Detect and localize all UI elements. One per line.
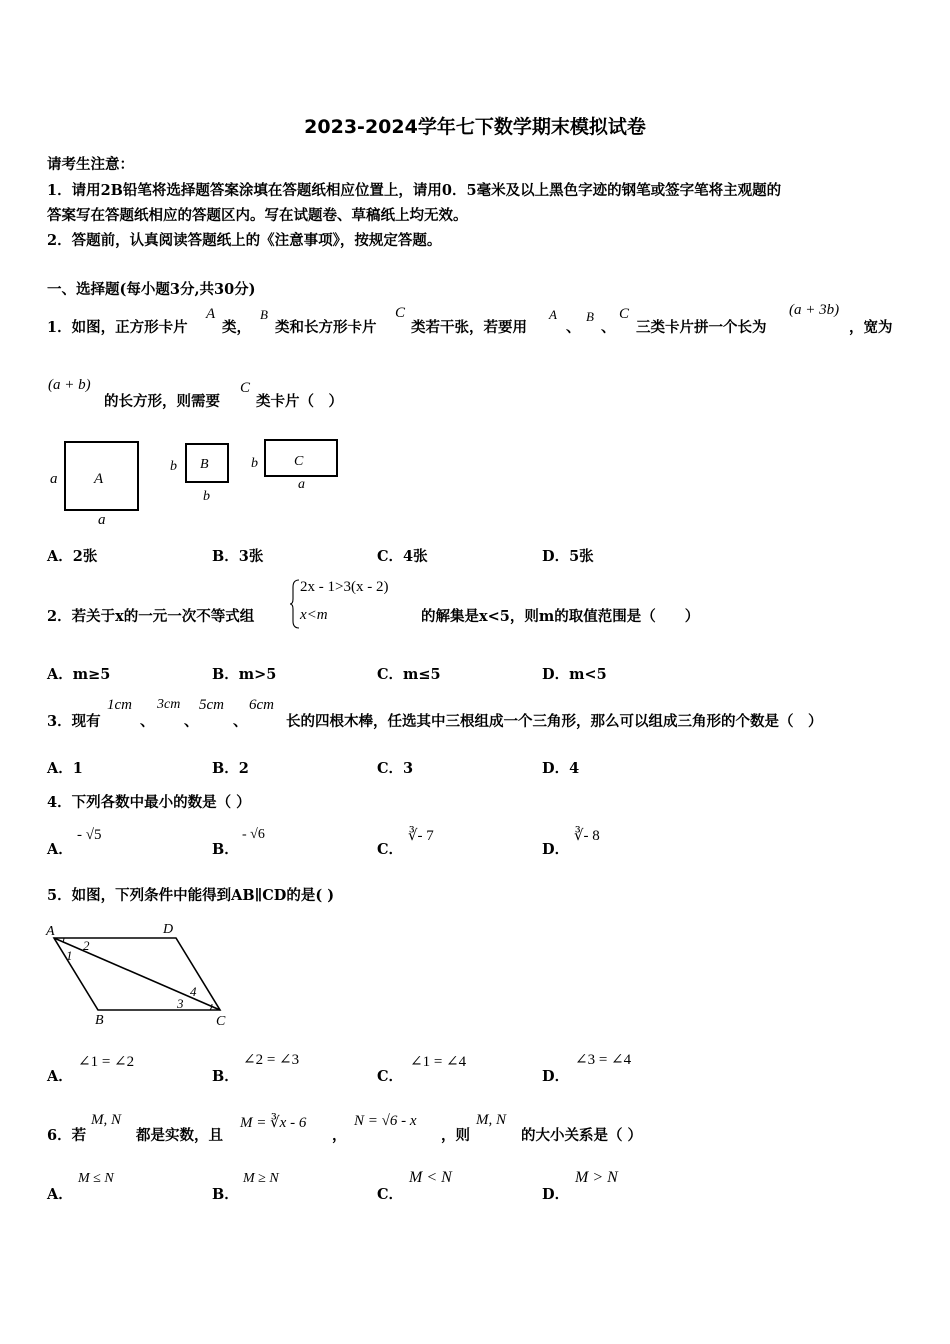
q3-sep-1: 、	[140, 713, 155, 730]
q6-option-c-value[interactable]: M < N	[409, 1169, 452, 1186]
q5-option-c-label[interactable]: C．	[377, 1068, 404, 1085]
q3-length-2: 3cm	[157, 697, 181, 712]
q2-text-2: 的解集是x<5，则m的取值范围是（ ）	[421, 608, 700, 625]
q1-math-C2: C	[619, 306, 630, 322]
q5-option-a-value[interactable]: ∠1 = ∠2	[78, 1054, 135, 1070]
q1-option-b[interactable]: B．3张	[212, 548, 264, 565]
q1-math-C: C	[395, 305, 406, 321]
q3-text-2: 长的四根木棒，任选其中三根组成一个三角形，那么可以组成三角形的个数是（ ）	[286, 713, 823, 730]
card-c-bottom-a: a	[298, 477, 305, 492]
q1-card-figure	[40, 432, 350, 532]
q1-text-8: 类卡片（ ）	[256, 393, 343, 410]
angle-2-label: 2	[83, 938, 90, 953]
angle-3-label: 3	[177, 996, 184, 1011]
q2-inequality-2: x<m	[300, 607, 328, 623]
q2-text-1: 2．若关于x的一元一次不等式组	[47, 608, 255, 625]
q1-math-B: B	[260, 307, 268, 322]
q5-parallelogram-figure	[40, 918, 240, 1030]
q1-math-C3: C	[240, 380, 251, 396]
q6-option-a-label[interactable]: A．	[47, 1186, 73, 1203]
q6-option-c-label[interactable]: C．	[377, 1186, 404, 1203]
q6-text-3: ，则	[441, 1127, 470, 1144]
q4-option-a-label[interactable]: A．	[47, 841, 73, 858]
q1-text-3: 类和长方形卡片	[275, 319, 377, 336]
q5-option-b-value[interactable]: ∠2 = ∠3	[243, 1052, 300, 1068]
q6-equation-n: N = √6 - x	[354, 1113, 417, 1129]
q1-text-7: 的长方形，则需要	[104, 393, 220, 410]
q1-text-4: 类若干张，若要用	[411, 319, 527, 336]
q1-text-1: 1．如图，正方形卡片	[47, 319, 188, 336]
q3-text-1: 3．现有	[47, 713, 101, 730]
section-heading: 一、选择题(每小题3分,共30分)	[47, 281, 256, 298]
q3-option-d[interactable]: D．4	[542, 760, 580, 777]
q5-option-d-value[interactable]: ∠3 = ∠4	[575, 1052, 632, 1068]
notice-line-2: 答案写在答题纸相应的答题区内。写在试题卷、草稿纸上均无效。	[47, 207, 468, 224]
vertex-a-label: A	[46, 924, 55, 939]
q1-option-c[interactable]: C．4张	[377, 548, 428, 565]
q6-option-d-value[interactable]: M > N	[575, 1169, 618, 1186]
q3-length-1: 1cm	[107, 697, 132, 713]
q1-math-B2: B	[586, 309, 594, 324]
q6-text-1: 6．若	[47, 1127, 87, 1144]
q2-option-c[interactable]: C．m≤5	[377, 666, 441, 683]
q6-option-d-label[interactable]: D．	[542, 1186, 570, 1203]
q4-option-b-value[interactable]: - √6	[242, 827, 265, 842]
q3-length-4: 6cm	[249, 697, 274, 713]
q4-text: 4．下列各数中最小的数是（ ）	[47, 794, 251, 811]
card-b-label: B	[200, 457, 209, 472]
page-title: 2023-2024学年七下数学期末模拟试卷	[304, 116, 646, 138]
q5-option-d-label[interactable]: D．	[542, 1068, 570, 1085]
q6-mn-1: M, N	[91, 1112, 121, 1128]
q1-text-2: 类，	[222, 319, 251, 336]
q1-option-a[interactable]: A．2张	[47, 548, 98, 565]
q6-equation-m: M = ∛x - 6	[240, 1115, 307, 1131]
notice-line-1: 1．请用2B铅笔将选择题答案涂填在答题纸相应位置上，请用0．5毫米及以上黑色字迹的钢笔或签字笔将主观题的	[47, 182, 782, 199]
q4-option-d-value[interactable]: ∛- 8	[574, 828, 600, 844]
q1-option-d[interactable]: D．5张	[542, 548, 594, 565]
q6-text-4: 的大小关系是（ ）	[521, 1127, 643, 1144]
q4-option-b-label[interactable]: B．	[212, 841, 239, 858]
diagonal-ac	[54, 938, 220, 1010]
notice-heading: 请考生注意：	[47, 156, 134, 173]
q6-option-a-value[interactable]: M ≤ N	[78, 1171, 114, 1186]
card-a-side-a: a	[50, 471, 58, 487]
q5-option-b-label[interactable]: B．	[212, 1068, 239, 1085]
q1-text-6: ，宽为	[849, 319, 893, 336]
q1-width-expr: (a + b)	[48, 377, 91, 393]
q2-inequality-1: 2x - 1>3(x - 2)	[300, 579, 389, 595]
notice-line-3: 2．答题前，认真阅读答题纸上的《注意事项》，按规定答题。	[47, 232, 442, 249]
q5-text: 5．如图，下列条件中能得到AB∥CD的是( )	[47, 887, 335, 904]
q4-option-d-label[interactable]: D．	[542, 841, 570, 858]
q6-text-2: 都是实数，且	[136, 1127, 223, 1144]
q1-text-5: 三类卡片拼一个长为	[636, 319, 767, 336]
q1-sep-2: 、	[601, 319, 616, 336]
q3-sep-2: 、	[184, 713, 199, 730]
card-b-bottom-b: b	[203, 489, 210, 504]
q2-option-d[interactable]: D．m<5	[542, 666, 607, 683]
q2-option-b[interactable]: B．m>5	[212, 666, 277, 683]
q6-option-b-value[interactable]: M ≥ N	[243, 1171, 279, 1186]
vertex-d-label: D	[163, 922, 174, 937]
q4-option-c-label[interactable]: C．	[377, 841, 404, 858]
angle-1-label: 1	[66, 948, 73, 963]
q3-sep-3: 、	[233, 713, 248, 730]
q6-mn-2: M, N	[476, 1112, 506, 1128]
q1-length-expr: (a + 3b)	[789, 302, 840, 318]
q5-option-c-value[interactable]: ∠1 = ∠4	[410, 1054, 467, 1070]
q1-math-A: A	[206, 306, 216, 322]
q6-option-b-label[interactable]: B．	[212, 1186, 239, 1203]
q3-length-3: 5cm	[199, 697, 224, 713]
card-a-bottom-a: a	[98, 512, 106, 528]
q1-sep-1: 、	[566, 319, 581, 336]
card-a-label: A	[94, 471, 104, 487]
q2-option-a[interactable]: A．m≥5	[47, 666, 111, 683]
card-c-side-b: b	[251, 456, 258, 471]
q3-option-a[interactable]: A．1	[47, 760, 83, 777]
card-b-side-b: b	[170, 459, 177, 474]
q3-option-c[interactable]: C．3	[377, 760, 414, 777]
angle-4-label: 4	[190, 984, 197, 999]
q4-option-a-value[interactable]: - √5	[77, 827, 102, 843]
vertex-b-label: B	[95, 1013, 104, 1028]
q5-option-a-label[interactable]: A．	[47, 1068, 73, 1085]
vertex-c-label: C	[216, 1014, 226, 1029]
q3-option-b[interactable]: B．2	[212, 760, 249, 777]
q1-math-A2: A	[549, 307, 557, 322]
q4-option-c-value[interactable]: ∛- 7	[408, 828, 434, 844]
q6-comma: ，	[332, 1127, 347, 1144]
card-c-label: C	[294, 454, 304, 469]
